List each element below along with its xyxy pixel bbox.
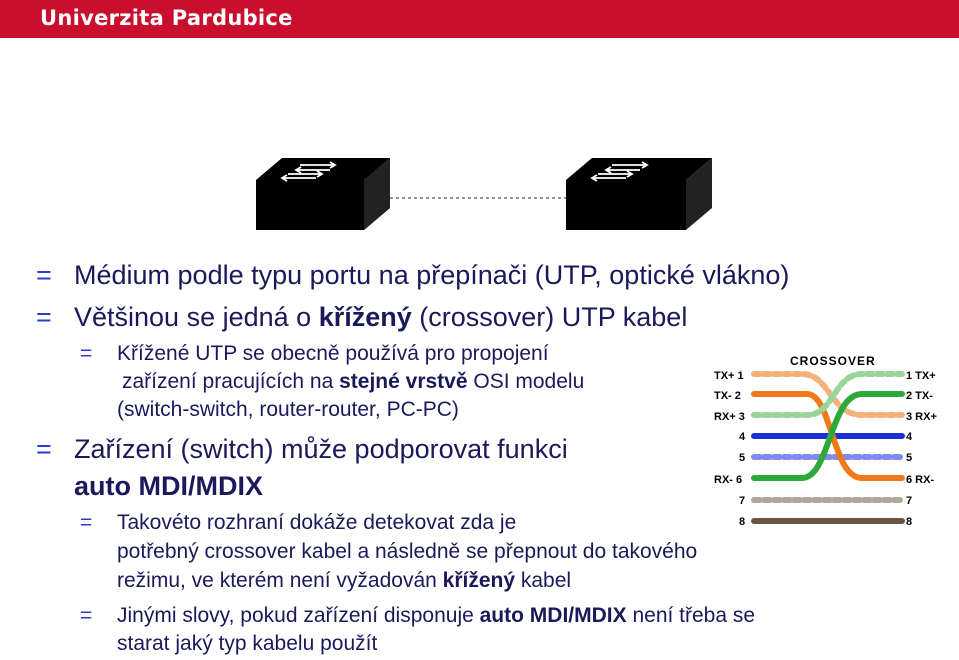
left-pin-label: 5 [739, 452, 746, 464]
bullet-marker: = [36, 434, 52, 464]
right-pin-label: 8 [906, 516, 913, 528]
right-pin-label: 7 [906, 495, 913, 507]
bullet-medium: Médium podle typu portu na přepínači (UTP, optické vlákno) [74, 260, 790, 290]
left-pin-label: 7 [739, 495, 746, 507]
switch-icon [256, 158, 390, 230]
bullet-auto-mdix: Zařízení (switch) může podporovat funkci [74, 434, 568, 464]
sub-bullet-detection-line3: režimu, ve kterém není vyžadován křížený kabel [117, 569, 572, 592]
right-pin-label: 6 RX- [906, 474, 935, 486]
bullet-marker: = [36, 260, 52, 290]
switch-icon [566, 158, 712, 230]
right-pin-label: 2 TX- [906, 390, 933, 402]
sub-bullet-crossover-use-line2: zařízení pracujících na stejné vrstvě OSI modelu [122, 370, 585, 393]
left-pin-label: 8 [739, 516, 746, 528]
crossover-diagram [712, 350, 959, 535]
bullet-auto-mdix-line2: auto MDI/MDIX [74, 471, 263, 501]
sub-bullet-detection: Takovéto rozhraní dokáže detekovat zda je [117, 511, 517, 534]
left-pin-label: TX- 2 [714, 390, 741, 402]
sub-bullet-crossover-use-line3: (switch-switch, router-router, PC-PC) [117, 398, 459, 421]
sub-bullet-other-words: Jinými slovy, pokud zařízení disponuje auto MDI/MDIX není třeba se [117, 604, 756, 627]
right-pin-label: 4 [906, 431, 913, 443]
bullet-marker: = [80, 604, 93, 627]
switch-connection-diagram [240, 150, 720, 235]
sub-bullet-crossover-use: Křížené UTP se obecně používá pro propojení [117, 342, 549, 365]
bullet-marker: = [36, 302, 52, 332]
university-logo-text: Univerzita Pardubice [40, 6, 293, 30]
crossover-title: CROSSOVER [790, 354, 876, 368]
left-pin-label: RX- 6 [714, 474, 743, 486]
right-pin-label: 5 [906, 452, 913, 464]
left-pin-label: TX+ 1 [714, 370, 744, 382]
sub-bullet-other-words-line2: starat jaký typ kabelu použít [117, 632, 378, 655]
left-pin-label: 4 [739, 431, 746, 443]
bullet-marker: = [80, 511, 93, 534]
bullet-crossover: Většinou se jedná o křížený (crossover) UTP kabel [74, 302, 688, 332]
header-bar [0, 0, 959, 38]
bullet-marker: = [80, 342, 93, 365]
left-pin-label: RX+ 3 [714, 411, 745, 423]
right-pin-label: 3 RX+ [906, 411, 937, 423]
right-pin-label: 1 TX+ [906, 370, 936, 382]
sub-bullet-detection-line2: potřebný crossover kabel a následně se přepnout do takového [117, 540, 698, 563]
